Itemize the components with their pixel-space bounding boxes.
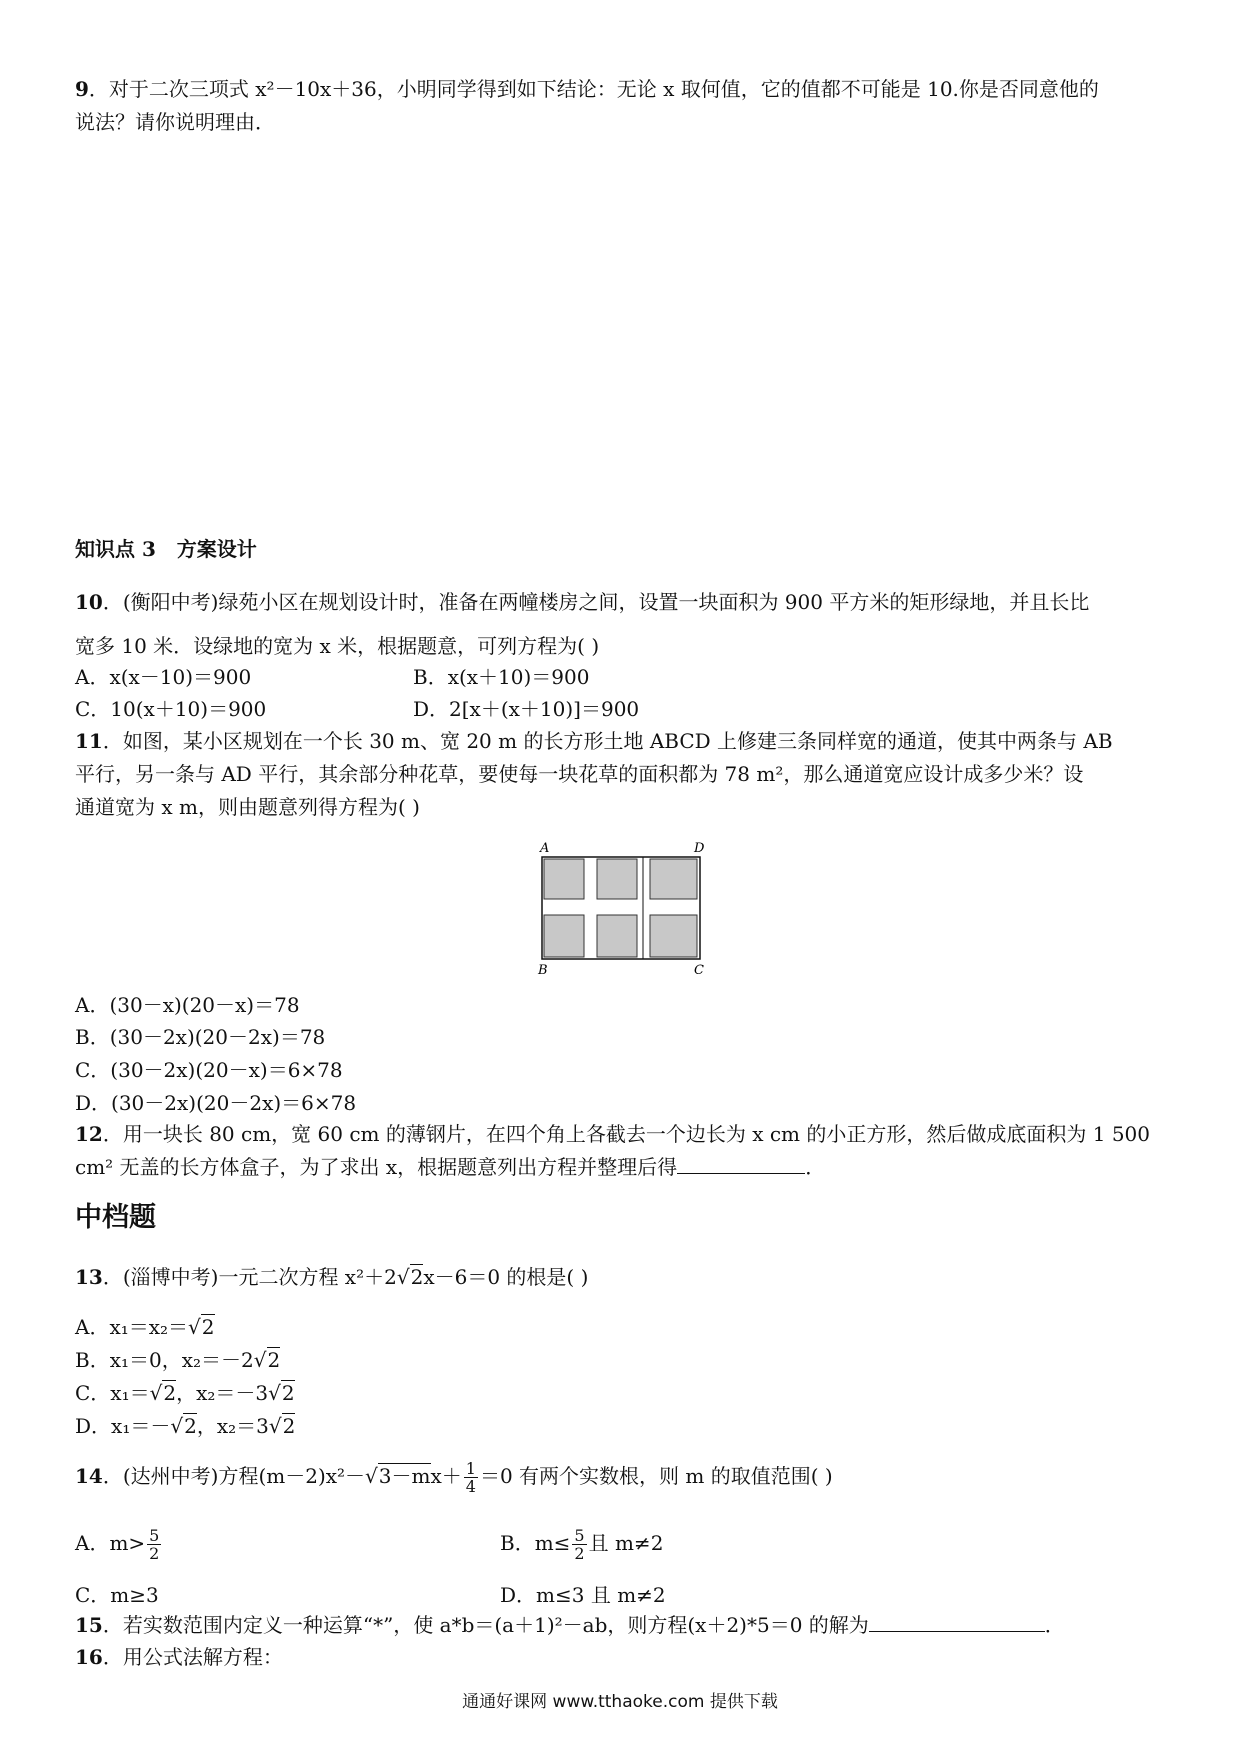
- option-c: C．x₁＝√2，x₂＝－3√2: [75, 1378, 295, 1408]
- question-text: 方程(m－2)x²－: [218, 1464, 366, 1488]
- sqrt-symbol: √2: [188, 1315, 215, 1339]
- question-number: 13: [75, 1265, 103, 1289]
- option-b: B．m≤ $\frac{5}{2}$ 且 m≠2: [500, 1526, 664, 1563]
- question-13: [75, 1262, 588, 1292]
- question-text: ．若实数范围内定义一种运算“*”，使 a*b＝(a＋1)²－ab，则方程(x＋2)*5＝0 的解为: [102, 1613, 869, 1637]
- sqrt-symbol: √2: [268, 1381, 295, 1405]
- question-number: 14: [75, 1464, 103, 1488]
- rectangle-abcd-figure: [530, 835, 720, 975]
- question-10: [75, 580, 1173, 668]
- option-d: D．(30－2x)(20－2x)＝6×78: [75, 1091, 357, 1115]
- question-source: ．(达州中考): [102, 1464, 219, 1488]
- question-text: ．用公式法解方程：: [102, 1645, 283, 1669]
- sqrt-symbol: √2: [268, 1414, 296, 1438]
- question-text: 绿苑小区在规划设计时，准备在两幢楼房之间，设置一块面积为 900 平方米的矩形绿地，并且长比: [218, 590, 1090, 614]
- question-text: 宽多 10 米．设绿地的宽为 x 米，根据题意，可列方程为( ): [75, 634, 600, 658]
- question-text: ．用一块长 80 cm，宽 60 cm 的薄钢片，在四个角上各截去一个边长为 x cm 的小正方形，然后做成底面积为 1 500: [102, 1122, 1150, 1146]
- label-a: A: [540, 841, 550, 856]
- question-text: cm² 无盖的长方体盒子，为了求出 x，根据题意列出方程并整理后得: [75, 1155, 678, 1179]
- label-d: D: [694, 841, 705, 856]
- section-label: 知识点 3: [75, 537, 156, 561]
- footer-watermark: 通通好课网 www.tthaoke.com 提供下载: [462, 1692, 778, 1712]
- question-16: [75, 1642, 283, 1672]
- flower-plot: [544, 859, 584, 899]
- question-text: ．对于二次三项式 x²－10x＋36，小明同学得到如下结论：无论 x 取何值，它的值都不可能是 10.你是否同意他的: [88, 77, 1099, 101]
- question-number: 10: [75, 590, 103, 614]
- sqrt-symbol: √2: [396, 1265, 424, 1289]
- question-15: [75, 1610, 1065, 1640]
- section-header: [75, 533, 257, 562]
- flower-plot: [597, 915, 637, 957]
- question-text: x－6＝0 的根是( ): [423, 1265, 589, 1289]
- question-text: ．如图，某小区规划在一个长 30 m、宽 20 m 的长方形土地 ABCD 上修建三条同样宽的通道，使其中两条与 AB: [102, 729, 1113, 753]
- option-c: C．(30－2x)(20－x)＝6×78: [75, 1058, 343, 1082]
- section-title: 方案设计: [176, 537, 257, 561]
- question-text: ＝0 有两个实数根，则 m 的取值范围( ): [479, 1464, 833, 1488]
- question-source: ．(淄博中考): [102, 1265, 219, 1289]
- question-text: 说法？请你说明理由．: [75, 110, 275, 134]
- option-d: D．2[x＋(x＋10)]＝900: [413, 697, 640, 721]
- question-number: 15: [75, 1613, 103, 1637]
- answer-blank: [869, 1611, 1045, 1632]
- question-14: [75, 1460, 833, 1495]
- fraction: $\frac{1}{4}$: [465, 1459, 476, 1496]
- flower-plot: [544, 915, 584, 957]
- label-c: C: [694, 963, 704, 975]
- question-text: 平行，另一条与 AD 平行，其余部分种花草，要使每一块花草的面积都为 78 m²，那么通道宽应设计成多少米？设: [75, 762, 1084, 786]
- question-11: [75, 725, 1173, 824]
- question-source: ．(衡阳中考): [102, 590, 219, 614]
- fraction: $\frac{5}{2}$: [574, 1526, 585, 1563]
- option-c: C．10(x＋10)＝900: [75, 697, 267, 721]
- question-number: 16: [75, 1645, 103, 1669]
- sqrt-symbol: √2: [170, 1414, 197, 1438]
- punctuation: ．: [805, 1155, 826, 1179]
- question-12: [75, 1118, 1173, 1184]
- question-text: 通道宽为 x m，则由题意列得方程为( ): [75, 795, 420, 819]
- option-a: A．m> $\frac{5}{2}$: [75, 1526, 160, 1563]
- option-b: B．(30－2x)(20－2x)＝78: [75, 1025, 326, 1049]
- option-b: B．x₁＝0，x₂＝－2√2: [75, 1345, 280, 1375]
- option-d: D．m≤3 且 m≠2: [500, 1583, 666, 1607]
- option-b: B．x(x＋10)＝900: [413, 665, 590, 689]
- question-text: x＋: [430, 1464, 462, 1488]
- question-9: [75, 73, 1173, 139]
- option-a: A．(30－x)(20－x)＝78: [75, 993, 300, 1017]
- punctuation: ．: [1044, 1613, 1065, 1637]
- question-text: 一元二次方程 x²＋2: [218, 1265, 397, 1289]
- sqrt-symbol: √2: [253, 1348, 281, 1372]
- question-number: 12: [75, 1122, 103, 1146]
- label-b: B: [538, 963, 548, 975]
- section-heading: 中档题: [75, 1202, 156, 1233]
- flower-plot: [650, 915, 697, 957]
- option-a: A．x₁＝x₂＝√2: [75, 1312, 215, 1342]
- answer-blank: [677, 1153, 805, 1174]
- option-c: C．m≥3: [75, 1583, 159, 1607]
- flower-plot: [650, 859, 697, 899]
- sqrt-symbol: √3－m: [365, 1464, 431, 1488]
- sqrt-symbol: √2: [149, 1381, 177, 1405]
- option-d: D．x₁＝－√2，x₂＝3√2: [75, 1411, 295, 1441]
- question-number: 9: [75, 77, 89, 101]
- option-a: A．x(x－10)＝900: [75, 665, 252, 689]
- flower-plot: [597, 859, 637, 899]
- fraction: $\frac{5}{2}$: [149, 1526, 160, 1563]
- question-number: 11: [75, 729, 103, 753]
